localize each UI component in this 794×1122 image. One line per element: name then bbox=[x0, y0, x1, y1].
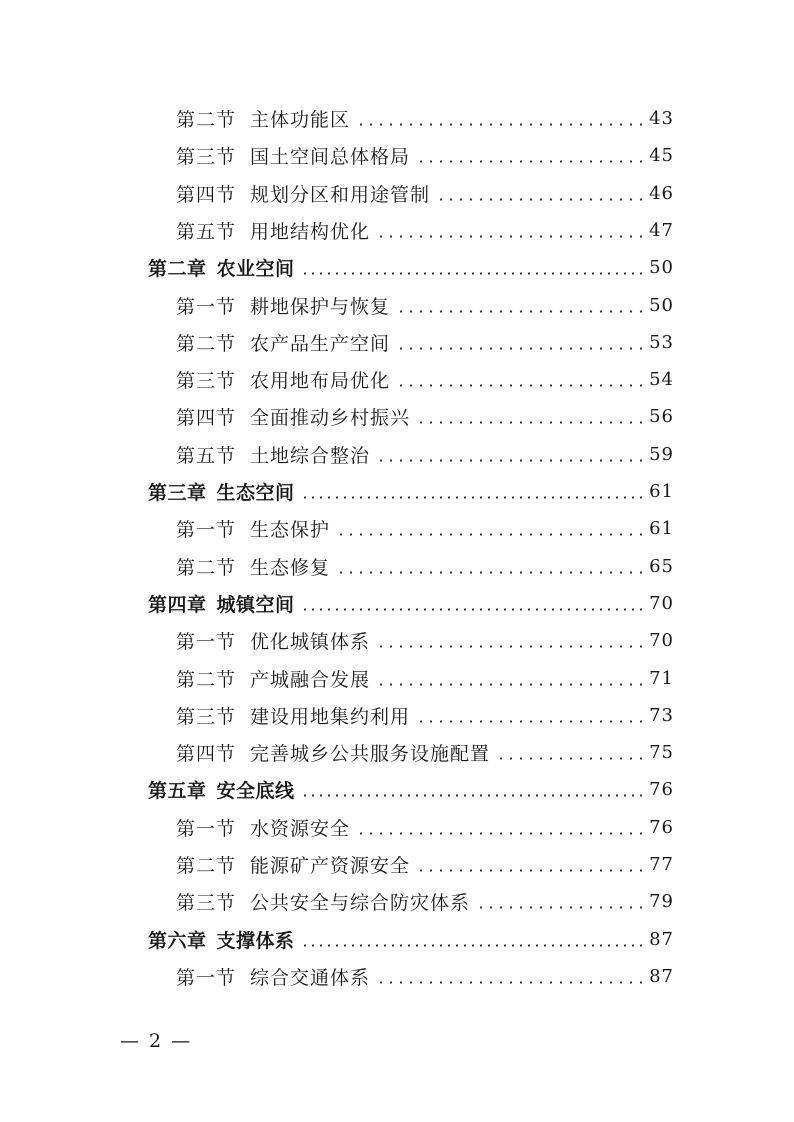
dot-leader bbox=[396, 347, 643, 350]
toc-section-entry[interactable] bbox=[0, 809, 794, 846]
toc-entry-line bbox=[176, 212, 674, 249]
section-title: 规划分区和用途管制 bbox=[250, 183, 431, 206]
toc-chapter-entry[interactable] bbox=[0, 771, 794, 808]
toc-section-entry[interactable] bbox=[0, 287, 794, 324]
toc-entry-line bbox=[148, 921, 674, 958]
toc-entry-line bbox=[148, 473, 674, 510]
section-title: 国土空间总体格局 bbox=[250, 146, 411, 169]
chapter-number: 第三章 bbox=[148, 482, 207, 504]
section-number: 第一节 bbox=[176, 966, 237, 989]
section-number: 第三节 bbox=[176, 892, 237, 915]
section-number: 第二节 bbox=[176, 109, 237, 131]
dot-leader bbox=[301, 608, 644, 611]
dot-leader bbox=[301, 272, 644, 275]
dot-leader bbox=[376, 645, 643, 648]
page-number: 47 bbox=[649, 219, 674, 241]
chapter-title: 农业空间 bbox=[216, 258, 295, 281]
toc-section-entry[interactable] bbox=[0, 398, 794, 435]
section-number: 第四节 bbox=[176, 183, 237, 206]
dot-leader bbox=[336, 571, 643, 574]
section-number: 第四节 bbox=[176, 407, 237, 430]
toc-entry-line bbox=[176, 734, 674, 771]
section-number: 第三节 bbox=[176, 146, 237, 169]
section-number: 第五节 bbox=[176, 220, 237, 243]
dot-leader bbox=[356, 832, 643, 835]
toc-entry-line bbox=[176, 361, 674, 398]
page-number: 61 bbox=[649, 481, 674, 502]
section-number: 第四节 bbox=[176, 743, 237, 766]
page-number: 65 bbox=[649, 555, 674, 577]
chapter-number: 第六章 bbox=[148, 929, 207, 952]
page-number: 77 bbox=[649, 854, 674, 875]
page-number: 73 bbox=[649, 704, 674, 726]
page-number: 43 bbox=[649, 108, 674, 129]
toc-entry-line bbox=[176, 436, 674, 473]
toc-entry-line bbox=[176, 137, 674, 174]
section-title: 农用地布局优化 bbox=[250, 370, 391, 393]
toc-entry-line bbox=[176, 398, 674, 435]
toc-chapter-entry[interactable] bbox=[0, 921, 794, 958]
toc-section-entry[interactable] bbox=[0, 436, 794, 473]
section-title: 生态修复 bbox=[250, 556, 331, 579]
toc-section-entry[interactable] bbox=[0, 100, 794, 137]
toc-entry-line bbox=[148, 585, 674, 622]
toc-entry-line bbox=[176, 287, 674, 324]
page-number: 79 bbox=[649, 891, 674, 913]
chapter-number: 第五章 bbox=[148, 780, 207, 803]
dot-leader bbox=[436, 198, 643, 201]
page-number: 46 bbox=[649, 182, 674, 204]
section-title: 建设用地集约利用 bbox=[250, 705, 411, 728]
toc-entry-line bbox=[176, 958, 674, 995]
dot-leader bbox=[396, 384, 643, 387]
section-title: 土地综合整治 bbox=[250, 444, 371, 467]
section-title: 完善城乡公共服务设施配置 bbox=[250, 743, 491, 766]
page-number: 76 bbox=[649, 779, 674, 801]
page-number: 56 bbox=[649, 406, 674, 428]
section-number: 第一节 bbox=[176, 519, 237, 542]
page-number: 87 bbox=[649, 965, 674, 987]
page-number-footer: — 2 — bbox=[120, 1030, 193, 1052]
section-number: 第一节 bbox=[176, 295, 237, 318]
chapter-title: 安全底线 bbox=[216, 780, 295, 803]
dot-leader bbox=[301, 794, 644, 797]
page-number: 76 bbox=[649, 816, 674, 838]
page-number: 50 bbox=[649, 257, 674, 279]
toc-section-entry[interactable] bbox=[0, 212, 794, 249]
toc-chapter-entry[interactable] bbox=[0, 473, 794, 510]
toc-section-entry[interactable] bbox=[0, 324, 794, 361]
toc-section-entry[interactable] bbox=[0, 958, 794, 995]
section-number: 第三节 bbox=[176, 370, 237, 393]
page-number: 53 bbox=[649, 331, 674, 353]
section-title: 水资源安全 bbox=[250, 817, 351, 840]
toc-entry-line bbox=[148, 249, 674, 286]
dot-leader bbox=[416, 720, 643, 723]
toc-section-entry[interactable] bbox=[0, 846, 794, 883]
section-title: 产城融合发展 bbox=[250, 668, 371, 691]
dot-leader bbox=[416, 160, 643, 163]
section-title: 耕地保护与恢复 bbox=[250, 295, 391, 318]
section-title: 综合交通体系 bbox=[250, 966, 371, 989]
toc-entry-line bbox=[176, 324, 674, 361]
toc-chapter-entry[interactable] bbox=[0, 249, 794, 286]
toc-entry-line bbox=[176, 883, 674, 920]
section-title: 优化城镇体系 bbox=[250, 631, 371, 654]
section-number: 第二节 bbox=[176, 668, 237, 691]
section-title: 生态保护 bbox=[250, 519, 331, 542]
section-number: 第三节 bbox=[176, 705, 237, 728]
dot-leader bbox=[336, 533, 643, 536]
page-number: 70 bbox=[649, 630, 674, 652]
toc-section-entry[interactable] bbox=[0, 883, 794, 920]
section-title: 能源矿产资源安全 bbox=[250, 855, 411, 877]
toc-entry-line bbox=[148, 771, 674, 808]
section-title: 农产品生产空间 bbox=[250, 332, 391, 355]
dot-leader bbox=[376, 981, 643, 984]
section-title: 全面推动乡村振兴 bbox=[250, 407, 411, 430]
toc-section-entry[interactable] bbox=[0, 622, 794, 659]
dot-leader bbox=[301, 496, 644, 499]
toc-section-entry[interactable] bbox=[0, 660, 794, 697]
page-number: 75 bbox=[649, 742, 674, 764]
section-title: 用地结构优化 bbox=[250, 220, 371, 243]
dot-leader bbox=[301, 944, 644, 947]
chapter-number: 第四章 bbox=[148, 593, 207, 616]
page-number: 71 bbox=[649, 667, 674, 689]
dot-leader bbox=[416, 421, 643, 424]
dot-leader bbox=[476, 906, 643, 909]
dot-leader bbox=[376, 459, 643, 462]
toc-entry-line bbox=[176, 697, 674, 734]
section-number: 第二节 bbox=[176, 332, 237, 355]
toc-entry-line bbox=[176, 175, 674, 212]
section-title: 主体功能区 bbox=[250, 109, 351, 131]
toc-chapter-entry[interactable] bbox=[0, 585, 794, 622]
page-number: 70 bbox=[649, 592, 674, 614]
toc-entry-line bbox=[176, 622, 674, 659]
dot-leader bbox=[376, 683, 643, 686]
toc-entry-line bbox=[176, 846, 674, 883]
chapter-title: 城镇空间 bbox=[216, 593, 295, 616]
page-number: 45 bbox=[649, 145, 674, 167]
chapter-number: 第二章 bbox=[148, 258, 207, 281]
page-number: 61 bbox=[649, 518, 674, 540]
toc-entry-line bbox=[176, 660, 674, 697]
section-title: 公共安全与综合防灾体系 bbox=[250, 892, 471, 915]
dot-leader bbox=[416, 869, 643, 872]
toc-section-entry[interactable] bbox=[0, 510, 794, 547]
toc-section-entry[interactable] bbox=[0, 361, 794, 398]
dot-leader bbox=[376, 235, 643, 238]
dot-leader bbox=[396, 310, 643, 313]
toc-entry-line bbox=[176, 809, 674, 846]
dot-leader bbox=[496, 757, 643, 760]
chapter-title: 支撑体系 bbox=[216, 929, 295, 952]
toc-section-entry[interactable] bbox=[0, 734, 794, 771]
section-number: 第二节 bbox=[176, 855, 237, 877]
section-number: 第二节 bbox=[176, 556, 237, 579]
toc-entry-line bbox=[176, 510, 674, 547]
section-number: 第一节 bbox=[176, 817, 237, 840]
chapter-title: 生态空间 bbox=[216, 482, 295, 504]
page-number: 50 bbox=[649, 294, 674, 316]
page-number: 54 bbox=[649, 369, 674, 391]
page-number: 87 bbox=[649, 928, 674, 950]
toc-section-entry[interactable] bbox=[0, 137, 794, 174]
toc-section-entry[interactable] bbox=[0, 175, 794, 212]
section-number: 第五节 bbox=[176, 444, 237, 467]
page-number: 59 bbox=[649, 443, 674, 465]
section-number: 第一节 bbox=[176, 631, 237, 654]
dot-leader bbox=[356, 123, 643, 126]
toc-entry-line bbox=[176, 548, 674, 585]
toc-section-entry[interactable] bbox=[0, 697, 794, 734]
toc-entry-line bbox=[176, 100, 674, 137]
toc-section-entry[interactable] bbox=[0, 548, 794, 585]
